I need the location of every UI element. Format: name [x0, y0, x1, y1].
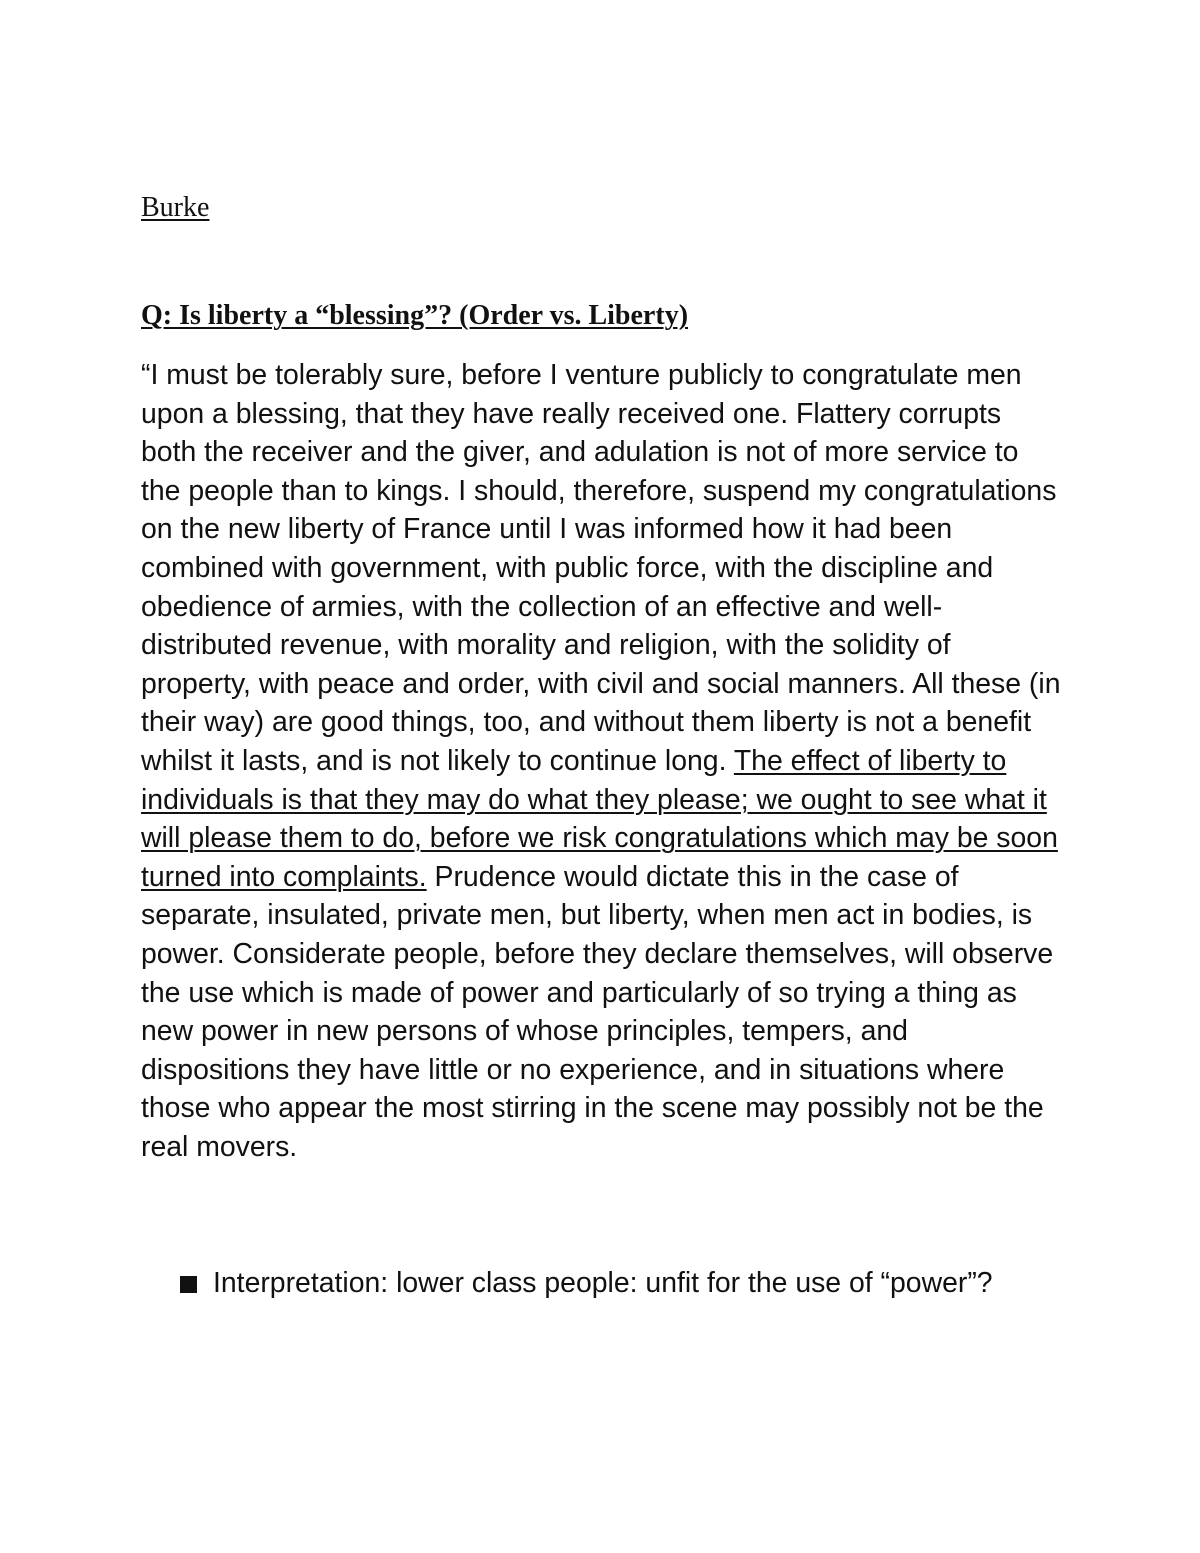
bullet-text: Interpretation: lower class people: unfit for the use of “power”? — [213, 1267, 993, 1299]
quote-text-conclusion: Prudence would dictate this in the case of separate, insulated, private men, but liberty, when men act in bodies, is power. Considerate people, before they declare themselves, will observe the use which is made of power and particularly of so trying a thing as new power in new persons of whose principles, tempers, and dispositions they have little or no experience, and in situations where those who appear the most stirring in the scene may possibly not be the real movers. — [141, 860, 1054, 1163]
quote-passage — [141, 356, 1061, 1166]
quote-underlined-text: The effect of liberty to individuals is that they may do what they please; we ought to see what it will please them to do, before we risk congratulations which may be soon turned into complaints. — [141, 744, 1058, 893]
square-bullet-icon — [180, 1276, 197, 1293]
document-title: Burke — [141, 192, 210, 223]
quote-text-intro: “I must be tolerably sure, before I venture publicly to congratulate men upon a blessing, that they have really received one. Flattery corrupts both the receiver and the giver, and adulation is not of more service to the people than to kings. I should, therefore, suspend my congratulations on the new liberty of France until I was informed how it had been combined with government, with public force, with the discipline and obedience of armies, with the collection of an effective and well-distributed revenue, with morality and religion, with the solidity of property, with peace and order, with civil and social manners. All these (in their way) are good things, too, and without them liberty is not a benefit whilst it lasts, and is not likely to continue long. — [141, 359, 1061, 777]
bullet-item — [180, 1264, 1000, 1303]
question-heading: Q: Is liberty a “blessing”? (Order vs. Liberty) — [141, 300, 689, 331]
